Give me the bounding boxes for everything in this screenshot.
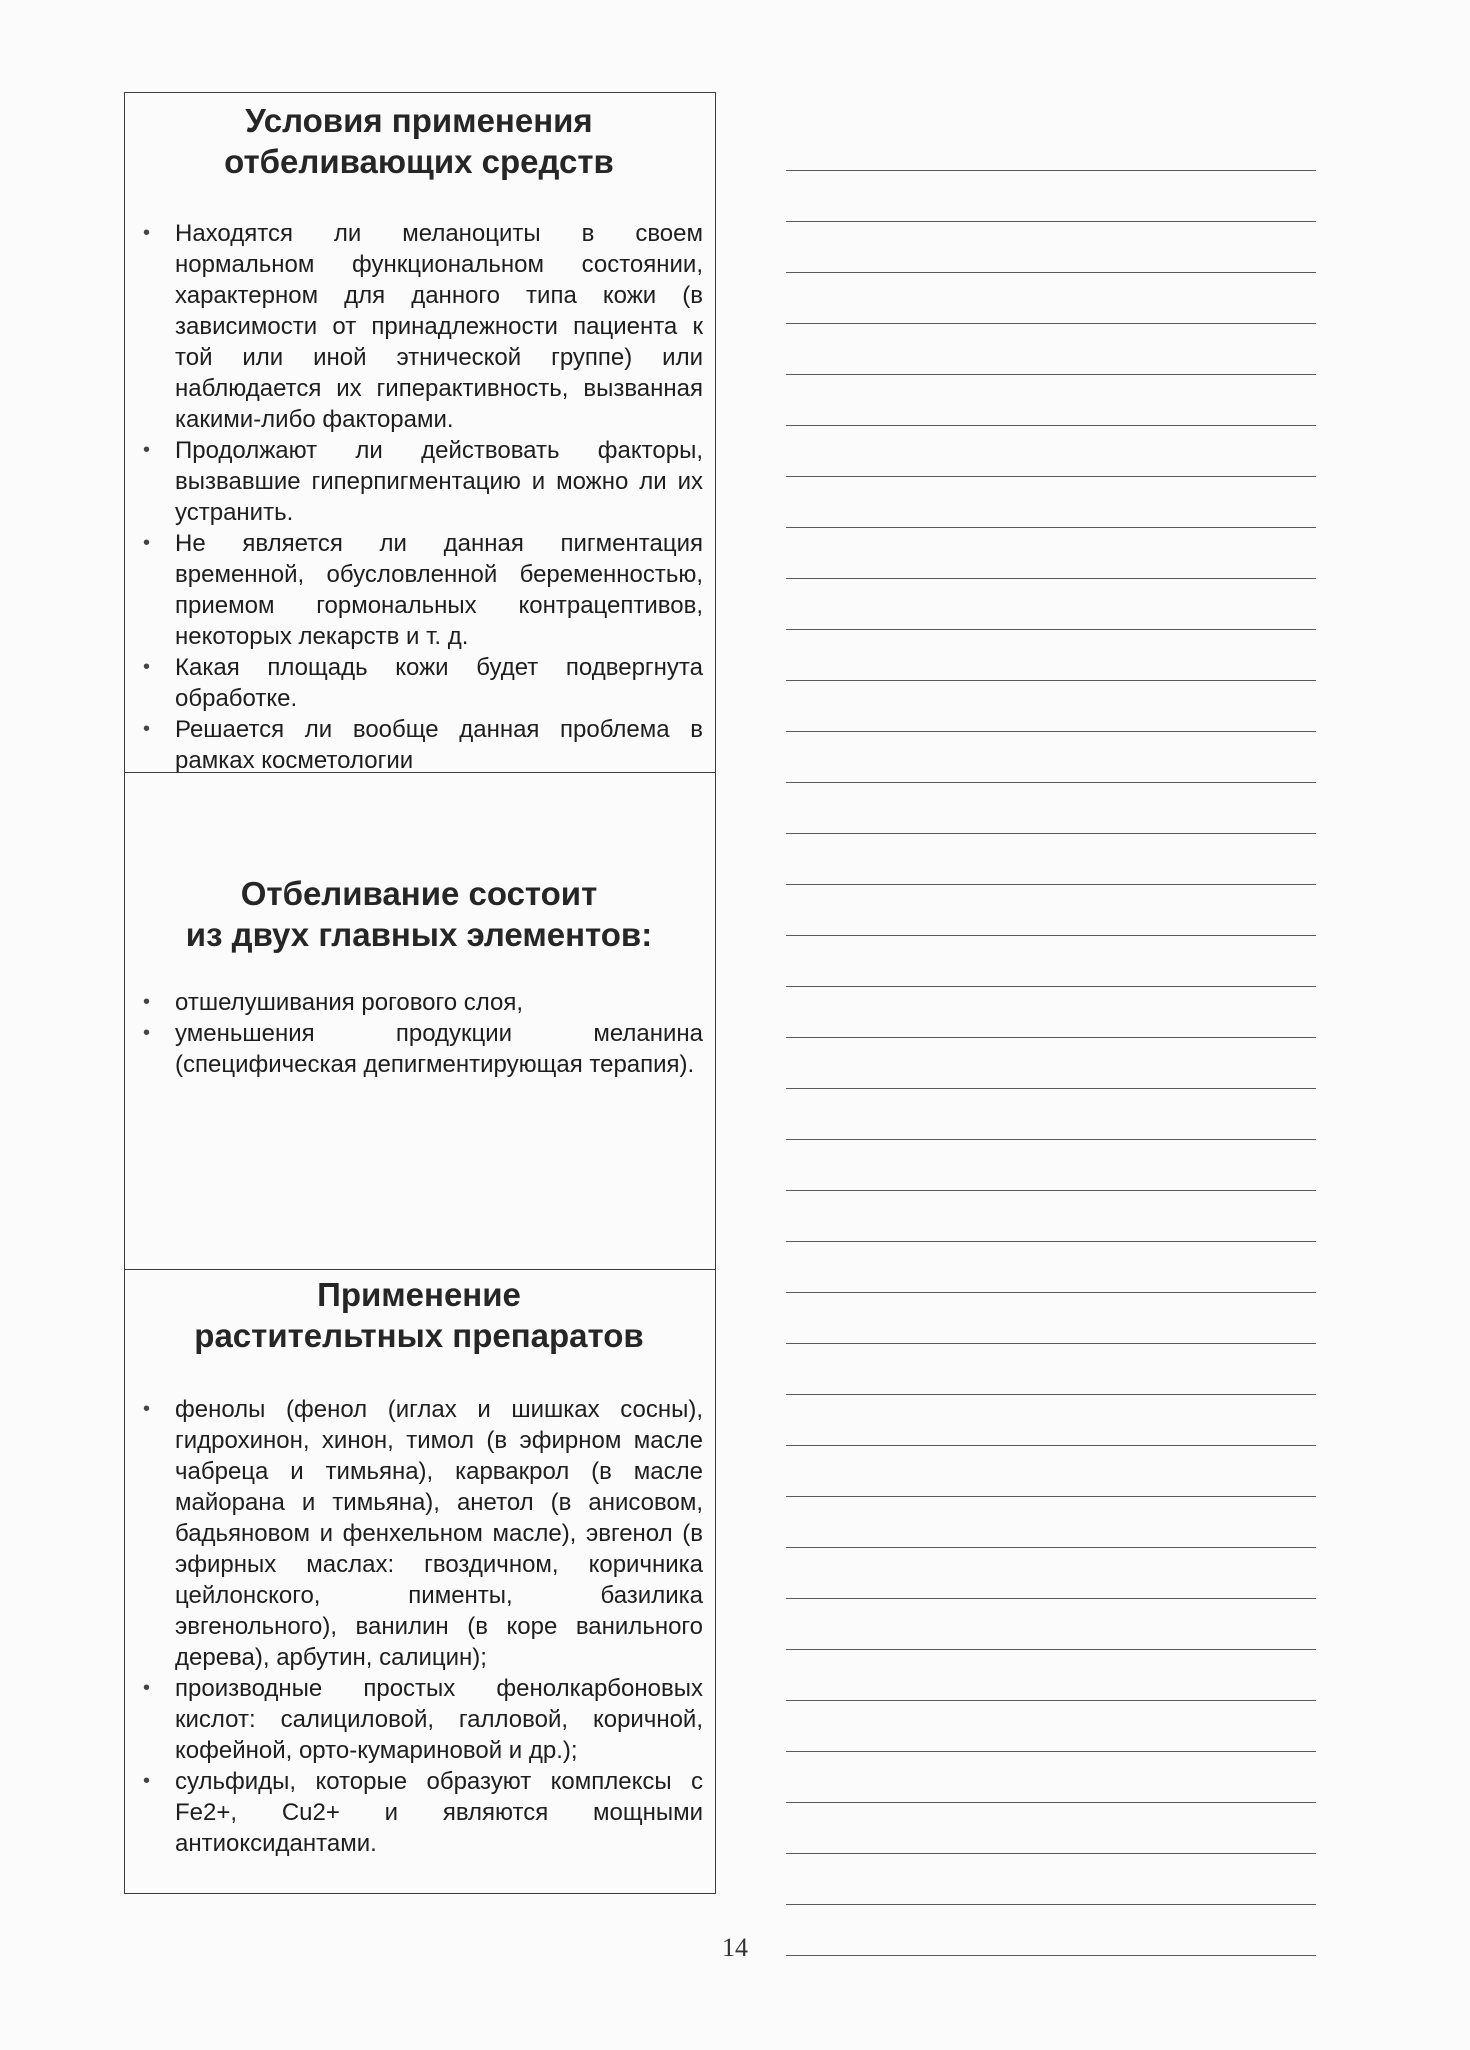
bullet-icon: • <box>143 1022 151 1044</box>
note-line <box>786 1599 1316 1650</box>
list-item <box>135 987 703 1018</box>
bullet-icon: • <box>143 718 151 740</box>
note-line <box>786 1089 1316 1140</box>
list-item <box>135 652 703 714</box>
bullet-icon: • <box>143 991 151 1013</box>
note-line <box>786 834 1316 885</box>
note-line <box>786 987 1316 1038</box>
list-item-text: производные простых фенолкарбоновых кислот: салициловой, галловой, коричной, кофейной, орто-кумариновой и др.); <box>175 1675 703 1764</box>
note-line <box>786 1752 1316 1803</box>
list-item-text: Решается ли вообще данная проблема в рамках косметологии <box>175 716 703 772</box>
note-line <box>786 426 1316 477</box>
list-item <box>135 218 703 435</box>
list-item <box>135 528 703 652</box>
bullet-icon: • <box>143 656 151 678</box>
bullet-icon: • <box>143 222 151 244</box>
bullet-icon: • <box>143 439 151 461</box>
section-whitening-conditions <box>125 93 715 772</box>
note-line <box>786 1854 1316 1905</box>
bullet-icon: • <box>143 1677 151 1699</box>
note-line <box>786 732 1316 783</box>
note-line <box>786 1650 1316 1701</box>
note-line <box>786 681 1316 732</box>
note-line <box>786 1803 1316 1854</box>
note-line <box>786 1701 1316 1752</box>
note-line <box>786 579 1316 630</box>
section-plant-preparations <box>125 1269 715 1893</box>
section-whitening-elements <box>125 772 715 1269</box>
note-line <box>786 324 1316 375</box>
note-line <box>786 1548 1316 1599</box>
list-item <box>135 1673 703 1766</box>
note-line <box>786 273 1316 324</box>
note-line <box>786 783 1316 834</box>
section-heading: Отбеливание состоит из двух главных элементов: <box>185 875 653 953</box>
note-line <box>786 1191 1316 1242</box>
bullet-list <box>135 1394 703 1859</box>
note-line <box>786 477 1316 528</box>
note-line <box>786 1242 1316 1293</box>
list-item-text: Не является ли данная пигментация временной, обусловленной беременностью, приемом гормональных контрацептивов, некоторых лекарств и т. д. <box>175 530 703 650</box>
note-lines-area <box>786 120 1316 1956</box>
note-line <box>786 528 1316 579</box>
note-line <box>786 1497 1316 1548</box>
list-item-text: уменьшения продукции меланина (специфическая депигментирующая терапия). <box>175 1020 703 1078</box>
note-line <box>786 630 1316 681</box>
bullet-icon: • <box>143 1398 151 1420</box>
list-item <box>135 1394 703 1673</box>
note-line <box>786 222 1316 273</box>
content-table <box>124 92 716 1894</box>
bullet-list <box>135 987 703 1080</box>
list-item-text: Какая площадь кожи будет подвергнута обработке. <box>175 654 703 712</box>
note-line <box>786 936 1316 987</box>
section-heading: Условия применения отбеливающих средств <box>224 102 614 180</box>
list-item <box>135 1018 703 1080</box>
list-item-text: Продолжают ли действовать факторы, вызвавшие гиперпигментацию и можно ли их устранить. <box>175 437 703 526</box>
note-line <box>786 1344 1316 1395</box>
list-item-text: Находятся ли меланоциты в своем нормальном функциональном состоянии, характерном для данного типа кожи (в зависимости от принадлежности пациента к той или иной этнической группе) или наблюдается их гиперактивность, вызванная какими-либо факторами. <box>175 220 703 433</box>
list-item <box>135 1766 703 1859</box>
bullet-list <box>135 218 703 772</box>
list-item <box>135 435 703 528</box>
note-line <box>786 375 1316 426</box>
note-line <box>786 1446 1316 1497</box>
list-item-text: сульфиды, которые образуют комплексы с Fe2+, Cu2+ и являются мощными антиоксидантами. <box>175 1768 703 1857</box>
list-item <box>135 714 703 772</box>
note-line <box>786 885 1316 936</box>
section-heading: Применение раститeльтных препаратов <box>194 1276 644 1354</box>
bullet-icon: • <box>143 1770 151 1792</box>
page-number: 14 <box>722 1933 748 1962</box>
note-line <box>786 171 1316 222</box>
list-item-text: отшелушивания рогового слоя, <box>175 989 524 1016</box>
bullet-icon: • <box>143 532 151 554</box>
list-item-text: фенолы (фенол (иглах и шишках сосны), гидрохинон, хинон, тимол (в эфирном масле чабреца и тимьяна), карвакрол (в масле майорана и тимьяна), анетол (в анисовом, бадьяновом и фенхельном масле), эвгенол (в эфирных маслах: гвоздичном, коричника цейлонского, пименты, базилика эвгенольного), ванилин (в коре ванильного дерева), арбутин, салицин); <box>175 1396 703 1671</box>
note-line <box>786 1038 1316 1089</box>
note-line <box>786 1293 1316 1344</box>
note-line <box>786 1140 1316 1191</box>
note-line <box>786 1395 1316 1446</box>
note-line <box>786 120 1316 171</box>
